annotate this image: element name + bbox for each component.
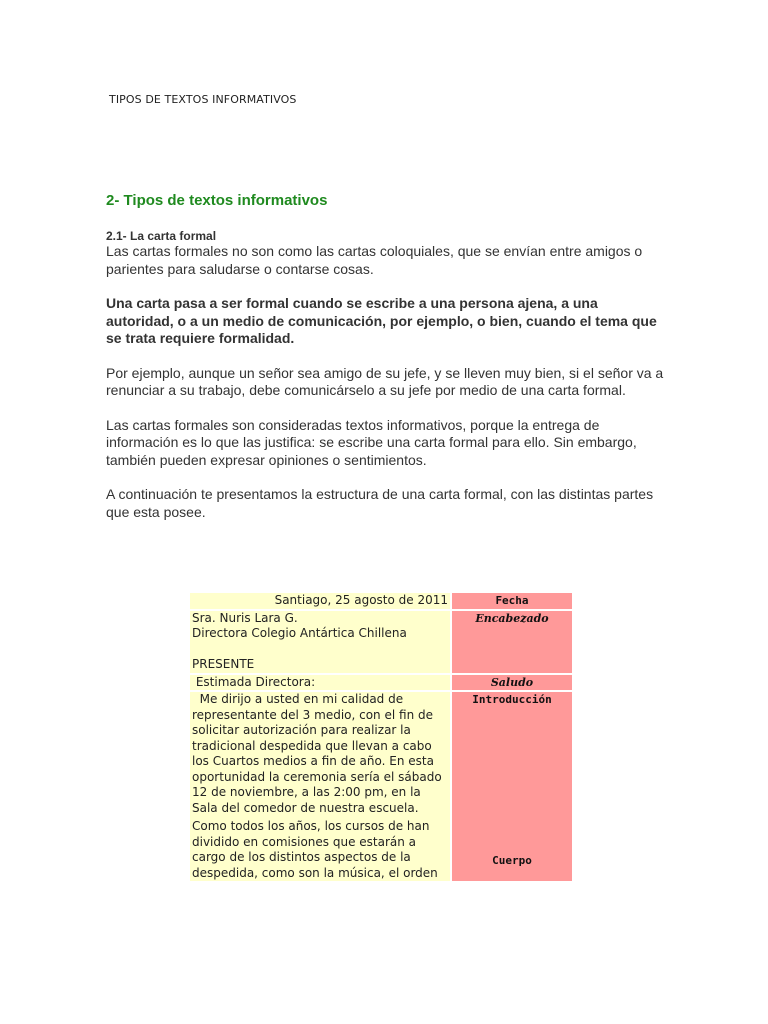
document-header: TIPOS DE TEXTOS INFORMATIVOS	[109, 93, 297, 106]
recipient-position: Directora Colegio Antártica Chillena	[192, 626, 407, 640]
presente-text: PRESENTE	[192, 657, 255, 671]
letter-heading	[190, 611, 450, 673]
table-row-saludo	[190, 675, 572, 691]
recipient-name: Sra. Nuris Lara G.	[192, 610, 298, 625]
letter-greeting	[190, 675, 450, 691]
paragraph-4: Las cartas formales son consideradas textos informativos, porque la entrega de información es lo que las justifica: se escribe una carta formal para ello. Sin embargo, también pueden expresar opiniones o sentimientos.	[106, 416, 637, 468]
label-introduccion: Introducción	[472, 693, 552, 706]
letter-body	[190, 692, 450, 881]
paragraph-5: A continuación te presentamos la estructura de una carta formal, con las distintas partes que esta posee.	[106, 486, 654, 520]
label-cuerpo: Cuerpo	[492, 853, 532, 867]
label-fecha: Fecha	[452, 593, 572, 609]
letter-structure-table	[188, 591, 574, 883]
introduction-text: Me dirijo a usted en mi calidad de representante del 3 medio, con el fin de solicitar autorización para realizar la tradicional despedida que llevan a cabo los Cuartos medios a fin de año. En esta oportunidad la ceremonia sería el sábado 12 de noviembre, a las 2:00 pm, en la Sala del comedor de nuestra escuela.	[192, 692, 442, 815]
table-row-encabezado	[190, 611, 572, 673]
table-row-fecha	[190, 593, 572, 609]
blank-line	[192, 642, 448, 658]
letter-date: Santiago, 25 agosto de 2011	[190, 593, 450, 609]
table-row-introduccion-cuerpo	[190, 692, 572, 881]
greeting-text: Estimada Directora:	[195, 674, 316, 689]
section-title: 2- Tipos de textos informativos	[106, 192, 328, 209]
main-content	[106, 229, 666, 521]
label-saludo: Saludo	[452, 675, 572, 691]
body-text: Como todos los años, los cursos de han dividido en comisiones que estarán a cargo de los distintos aspectos de la despedida, como son la música, el orden	[192, 819, 438, 880]
subheading: 2.1- La carta formal	[106, 229, 217, 243]
paragraph-1: Las cartas formales no son como las cartas coloquiales, que se envían entre amigos o parientes para saludarse o contarse cosas.	[106, 243, 643, 277]
label-encabezado: Encabezado	[452, 611, 572, 673]
label-introduccion-cuerpo	[452, 692, 572, 881]
paragraph-3: Por ejemplo, aunque un señor sea amigo de su jefe, y se lleven muy bien, si el señor va a renunciar a su trabajo, debe comunicárselo a su jefe por medio de una carta formal.	[106, 364, 664, 398]
paragraph-2-bold: Una carta pasa a ser formal cuando se escribe a una persona ajena, a una autoridad, o a un medio de comunicación, por ejemplo, o bien, cuando el tema que se trata requiere formalidad.	[106, 295, 657, 346]
